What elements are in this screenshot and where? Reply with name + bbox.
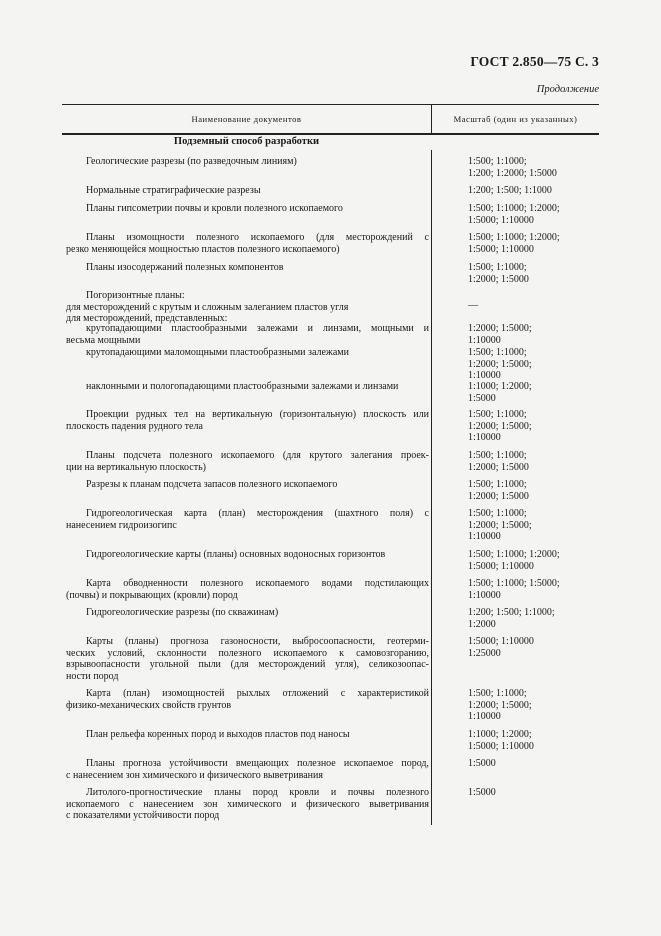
scale-value: 1:500; 1:1000; 1:200; 1:2000; 1:5000 (468, 156, 557, 179)
continuation-label: Продолжение (536, 84, 599, 95)
document-name: крутопадающими пластообразными залежами и линзами, мощными и весьма мощными (66, 323, 429, 346)
scale-value: — (468, 300, 478, 311)
document-name: наклонными и пологопадающими пластообразными залежами и линзами (86, 381, 399, 392)
document-name: Разрезы к планам подсчета запасов полезного ископаемого (86, 479, 338, 490)
scale-value: 1:1000; 1:2000; 1:5000 (468, 381, 532, 404)
document-name: Проекции рудных тел на вертикальную (горизонтальную) плоскость или плоскость падения рудного тела (66, 409, 429, 432)
document-name: Планы подсчета полезного ископаемого (для крутого залегания проек- ции на вертикальную плоскость) (66, 450, 429, 473)
scale-value: 1:500; 1:1000; 1:2000; 1:5000; 1:10000 (468, 347, 532, 382)
column-header-scale: Масштаб (один из указанных) (453, 114, 578, 124)
scale-value: 1:500; 1:1000; 1:2000; 1:5000 (468, 262, 529, 285)
document-name: Карты (планы) прогноза газоносности, выбросоопасности, геотерми- ческих условий, склонности полезного ископаемого к самовозгоранию, взрывоопасности угольной пыли (для месторождений угля), селикозоопас- ности пород (66, 636, 429, 682)
document-name: Планы изомощности полезного ископаемого (для месторождений с резко меняющейся мощностью пластов полезного ископаемого) (66, 232, 429, 255)
scale-value: 1:200; 1:500; 1:1000 (468, 185, 552, 196)
standard-code: ГОСТ 2.850—75 С. 3 (470, 54, 599, 69)
document-name: Планы прогноза устойчивости вмещающих полезное ископаемое пород, с нанесением зон химического и физического выветривания (66, 758, 429, 781)
document-name: Погоризонтные планы: для месторождений с крутым и сложным залеганием пластов угля для месторождений, представленных: (66, 290, 349, 325)
document-name: Геологические разрезы (по разведочным линиям) (86, 156, 297, 167)
table-header (62, 104, 599, 135)
scale-value: 1:1000; 1:2000; 1:5000; 1:10000 (468, 729, 534, 752)
scale-value: 1:500; 1:1000; 1:2000; 1:5000; 1:10000 (468, 508, 532, 543)
scale-value: 1:500; 1:1000; 1:2000; 1:5000; 1:10000 (468, 688, 532, 723)
column-header-documents: Наименование документов (62, 105, 432, 133)
document-name: Планы гипсометрии почвы и кровли полезного ископаемого (86, 203, 343, 214)
document-name: Планы изосодержаний полезных компонентов (86, 262, 284, 273)
document-name: Карта (план) изомощностей рыхлых отложений с характеристикой физико-механических свойств грунтов (66, 688, 429, 711)
column-divider (431, 150, 432, 825)
scale-value: 1:500; 1:1000; 1:2000; 1:5000; 1:10000 (468, 203, 560, 226)
scale-value: 1:5000 (468, 758, 496, 769)
document-name: Гидрогеологические карты (планы) основных водоносных горизонтов (86, 549, 386, 560)
scale-value: 1:200; 1:500; 1:1000; 1:2000 (468, 607, 555, 630)
scale-value: 1:500; 1:1000; 1:2000; 1:5000; 1:10000 (468, 549, 560, 572)
document-name: Гидрогеологическая карта (план) месторождения (шахтного поля) с нанесением гидроизогипс (66, 508, 429, 531)
scale-value: 1:5000; 1:10000 1:25000 (468, 636, 534, 659)
scale-value: 1:2000; 1:5000; 1:10000 (468, 323, 532, 346)
document-name: Карта обводненности полезного ископаемого водами подстилающих (почвы) и покрывающих (кровли) пород (66, 578, 429, 601)
scale-value: 1:500; 1:1000; 1:5000; 1:10000 (468, 578, 560, 601)
scale-value: 1:500; 1:1000; 1:2000; 1:5000 (468, 450, 529, 473)
document-name: Литолого-прогностические планы пород кровли и почвы полезного ископаемого с нанесением зон химического и физического выветривания с показателями устойчивости пород (66, 787, 429, 822)
document-name: крутопадающими маломощными пластообразными залежами (86, 347, 349, 358)
document-name: Нормальные стратиграфические разрезы (86, 185, 261, 196)
document-name: План рельефа коренных пород и выходов пластов под наносы (86, 729, 350, 740)
scale-value: 1:500; 1:1000; 1:2000; 1:5000; 1:10000 (468, 409, 532, 444)
section-title: Подземный способ разработки (173, 136, 320, 147)
scale-value: 1:500; 1:1000; 1:2000; 1:5000; 1:10000 (468, 232, 560, 255)
scale-value: 1:5000 (468, 787, 496, 798)
document-name: Гидрогеологические разрезы (по скважинам) (86, 607, 279, 618)
scale-value: 1:500; 1:1000; 1:2000; 1:5000 (468, 479, 529, 502)
